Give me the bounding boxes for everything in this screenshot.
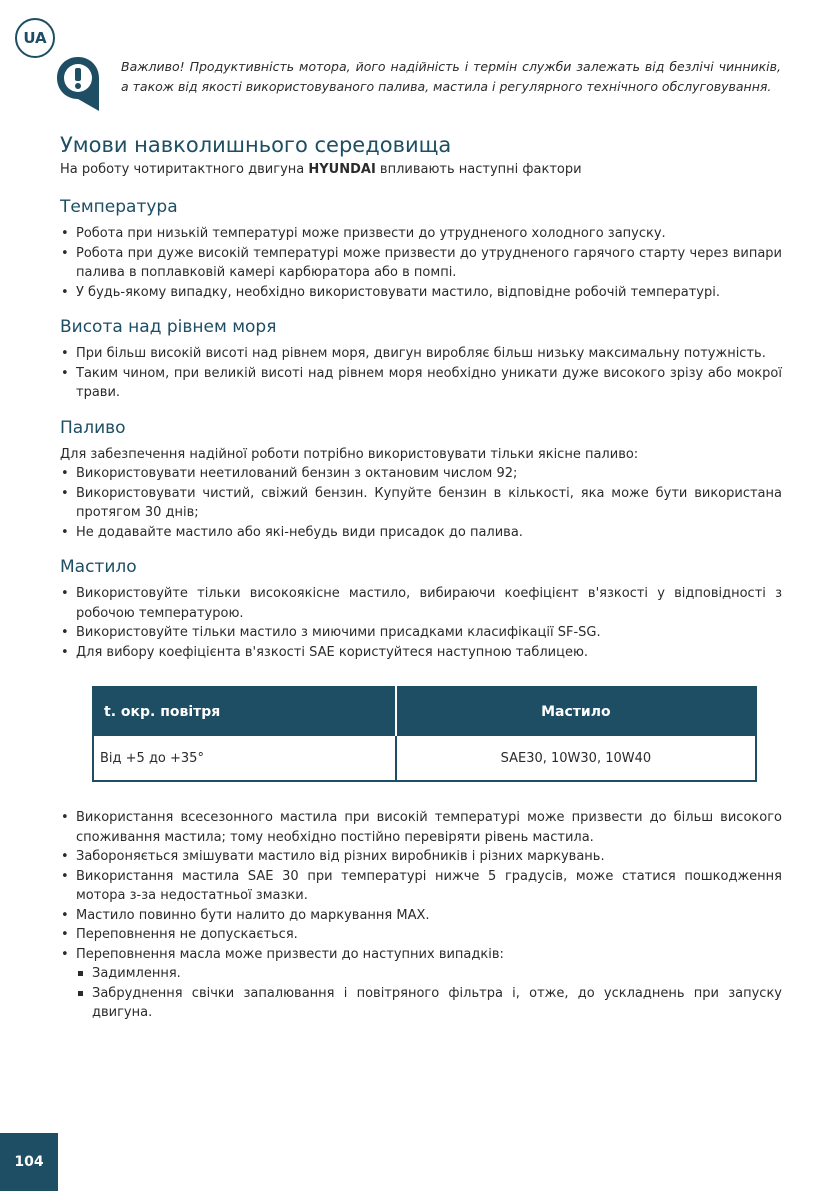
list-item: • Мастило повинно бути налито до маркування MAX. [60, 906, 782, 926]
list-item: • Використовуйте тільки високоякісне мастило, вибираючи коефіцієнт в'язкості у відповідності з робочою температурою. [60, 584, 782, 623]
fuel-lead: Для забезпечення надійної роботи потрібно використовувати тільки якісне паливо: [60, 446, 639, 462]
table-header-row [93, 687, 756, 736]
table-cell-oil: SAE30, 10W30, 10W40 [396, 736, 756, 781]
list-item: • Переповнення не допускається. [60, 925, 782, 945]
list-item: • При більш високій висоті над рівнем моря, двигун виробляє більш низьку максимальну потужність. [60, 344, 782, 364]
intro-text: На роботу чотиритактного двигуна HYUNDAI впливають наступні фактори [60, 162, 582, 177]
main-content [60, 130, 782, 1023]
oil-notes-list [60, 808, 782, 964]
list-item: • Не додавайте мастило або які-небудь види присадок до палива. [60, 523, 782, 543]
language-badge: UA [15, 18, 55, 58]
table-cell-temp: Від +5 до +35° [100, 750, 204, 766]
altitude-heading: Висота над рівнем моря [60, 317, 277, 337]
list-item: • Використовуйте тільки мастило з миючими присадками класифікації SF-SG. [60, 623, 782, 643]
temperature-heading: Температура [60, 197, 178, 217]
list-item: • Використовувати неетилований бензин з октановим числом 92; [60, 464, 782, 484]
table-header-oil: Мастило [396, 687, 756, 736]
list-item: • Забороняється змішувати мастило від різних виробників і різних маркувань. [60, 847, 782, 867]
page-number: 104 [0, 1133, 58, 1191]
table-header-temp: t. окр. повітря [93, 687, 396, 736]
list-item: • У будь-якому випадку, необхідно використовувати мастило, відповідне робочій температурі. [60, 283, 782, 303]
list-item: • Для вибору коефіцієнта в'язкості SAE користуйтеся наступною таблицею. [60, 643, 782, 663]
warning-text: Важливо! Продуктивність мотора, його надійність і термін служби залежать від безлічі чинників, а також від якості використовуваного палива, мастила і регулярного технічного обслуговування. [121, 59, 781, 94]
list-item: Задимлення. [76, 964, 782, 984]
page-title: Умови навколишнього середовища [60, 133, 452, 157]
overfill-consequences-list [60, 964, 782, 1023]
fuel-list [60, 464, 782, 542]
temperature-list [60, 224, 782, 302]
oil-list [60, 584, 782, 662]
list-item: Забруднення свічки запалювання і повітряного фільтра і, отже, до ускладнень при запуску двигуна. [76, 984, 782, 1023]
table-row [93, 736, 756, 781]
list-item: • Робота при дуже високій температурі може призвести до утрудненого гарячого старту через випари палива в поплавковій камері карбюратора або в помпі. [60, 244, 782, 283]
list-item: • Використовувати чистий, свіжий бензин. Купуйте бензин в кількості, яка може бути використана протягом 30 днів; [60, 484, 782, 523]
list-item: • Використання мастила SAE 30 при температурі нижче 5 градусів, може статися пошкодження мотора з-за недостатньої змазки. [60, 867, 782, 906]
warning-icon [55, 55, 101, 111]
viscosity-table [92, 686, 757, 782]
list-item: • Використання всесезонного мастила при високій температурі може призвести до більш високого споживання мастила; тому необхідно постійно перевіряти рівень мастила. [60, 808, 782, 847]
list-item: • Таким чином, при великій висоті над рівнем моря необхідно уникати дуже високого зрізу або мокрої трави. [60, 364, 782, 403]
oil-heading: Мастило [60, 557, 137, 577]
brand-name: HYUNDAI [308, 162, 376, 177]
fuel-heading: Паливо [60, 417, 126, 438]
list-item: • Переповнення масла може призвести до наступних випадків: [60, 945, 782, 965]
list-item: • Робота при низькій температурі може призвести до утрудненого холодного запуску. [60, 224, 782, 244]
altitude-list [60, 344, 782, 403]
